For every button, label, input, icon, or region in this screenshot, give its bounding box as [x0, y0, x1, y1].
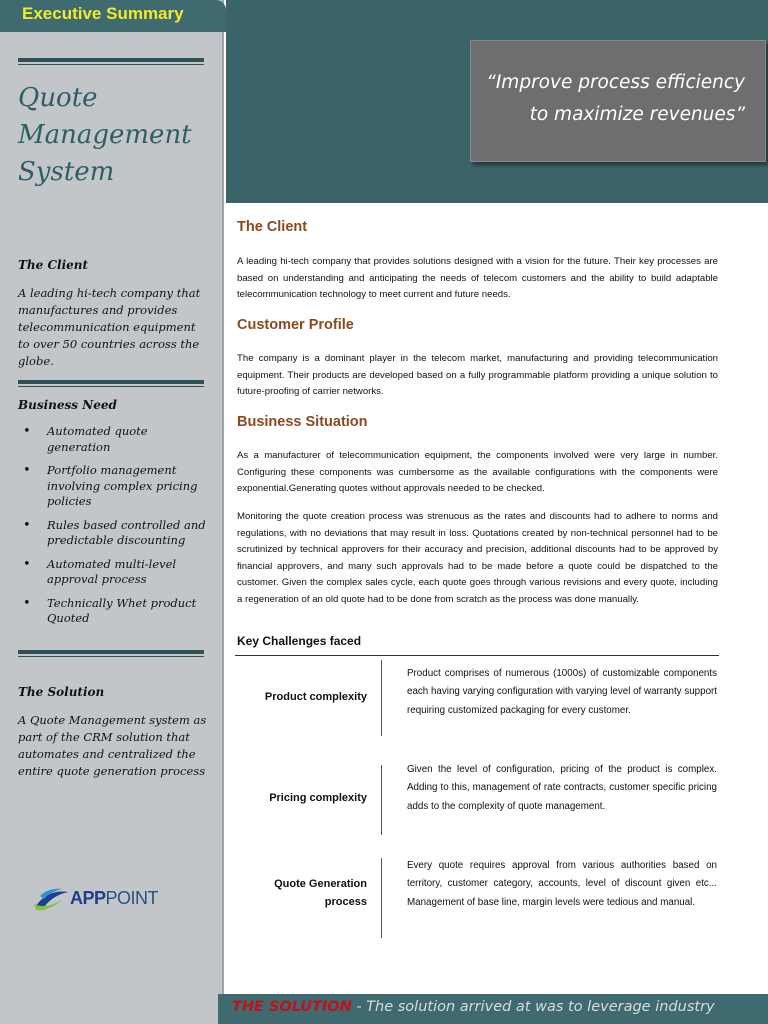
logo-app: APP	[70, 888, 106, 908]
list-item	[20, 596, 210, 627]
challenge-label: Quote Generation process	[274, 878, 367, 908]
logo-wordmark	[70, 888, 158, 909]
list-item	[20, 424, 210, 455]
solution-lead: - The solution arrived at was to leverage industry	[351, 999, 715, 1015]
bullet-icon: •	[23, 424, 31, 439]
business-situation-text: As a manufacturer of telecommunication equipment, the components involved were very large in number. Configuring these components was cumbersome as the available configurations with the components were exponential.Generating quotes without approvals needed to be checked.	[237, 450, 718, 494]
need-text: Technically Whet product Quoted	[47, 595, 197, 625]
bullet-icon: •	[23, 595, 31, 611]
customer-profile-heading: Customer Profile	[237, 317, 354, 333]
sidebar-client-heading: The Client	[18, 258, 89, 272]
challenge-label: Pricing complexity	[269, 792, 367, 804]
need-text: Automated quote generation	[47, 424, 148, 454]
challenge-description: Given the level of configuration, pricing of the product is complex. Adding to this, management of rate contracts, customer specific pricing adds to the complexity of quote management.	[407, 764, 717, 812]
bullet-icon: •	[23, 556, 31, 572]
divider	[18, 380, 204, 384]
tagline-line: to maximize revenues”	[529, 104, 745, 125]
list-item	[20, 557, 210, 588]
divider	[18, 650, 204, 654]
sidebar-client-text: A leading hi-tech company that manufactures and provides telecommunication equipment to over 50 countries across the globe.	[18, 286, 201, 368]
need-text: Automated multi-level approval process	[47, 556, 177, 586]
client-text: A leading hi-tech company that provides solutions designed with a vision for the future. Their key processes are based on understanding and anticipating the needs of telecom customers and the ability to build adaptable telecommunication technology to meet current and future needs.	[237, 256, 718, 300]
customer-profile-text: The company is a dominant player in the telecom market, manufacturing and providing telecommunication equipment. Their products are developed based on a fully programmable platform providing a unique solution to future-proofing of carrier networks.	[237, 353, 718, 397]
executive-summary-tab	[0, 0, 226, 32]
need-text: Portfolio management involving complex pricing policies	[47, 463, 198, 508]
apppoint-logo	[34, 884, 164, 916]
solution-banner-text	[232, 999, 768, 1015]
page-title	[18, 80, 218, 191]
sidebar-solution-heading: The Solution	[18, 685, 105, 699]
challenge-label: Product complexity	[264, 691, 367, 703]
tab-label: Executive Summary	[22, 4, 184, 23]
logo-point: POINT	[105, 888, 159, 908]
solution-highlight: THE SOLUTION	[232, 999, 352, 1015]
client-heading: The Client	[237, 219, 308, 235]
title-line: Management	[18, 120, 192, 150]
list-item	[20, 518, 210, 549]
tagline	[475, 67, 745, 131]
divider	[381, 765, 382, 835]
bullet-icon: •	[23, 463, 31, 478]
business-need-list	[20, 424, 210, 635]
divider	[381, 660, 382, 736]
title-line: Quote	[18, 83, 98, 113]
apppoint-swoosh-icon	[34, 884, 70, 914]
divider	[235, 655, 719, 656]
tagline-box	[470, 40, 766, 162]
divider	[18, 58, 204, 62]
challenge-description: Every quote requires approval from various authorities based on territory, customer category, accounts, level of discount given etc... Management of base line, margin levels were tedious and manual.	[407, 860, 717, 908]
solution-banner	[218, 994, 768, 1024]
tagline-line: “Improve process efficiency	[486, 72, 745, 93]
divider	[381, 858, 382, 938]
challenge-description: Product comprises of numerous (1000s) of customizable components each having varying configuration with varying level of warranty support requiring customized packaging for every customer.	[407, 668, 717, 716]
business-situation-heading: Business Situation	[237, 414, 368, 430]
sidebar-need-heading: Business Need	[18, 398, 117, 412]
title-line: System	[18, 157, 115, 187]
key-challenges-heading: Key Challenges faced	[237, 634, 362, 648]
bullet-icon: •	[23, 517, 31, 533]
list-item	[20, 463, 210, 510]
sidebar-solution-text: A Quote Management system as part of the CRM solution that automates and centralized the entire quote generation process	[18, 713, 207, 778]
need-text: Rules based controlled and predictable discounting	[47, 517, 206, 547]
business-situation-text: Monitoring the quote creation process was strenuous as the rates and discounts had to adhere to norms and regulations, with no deviations that may result in loss. Quotations created by non-technical personnel had to be scrutinized by technical approvers for their accuracy and precision, additional discounts had to be approved by financial approvers, and many such approvals had to be made before a quote could be dispatched to the customer. Given the complex sales cycle, each quote goes through various revisions and every quote, including a regeneration of an old quote had to be done from scratch as the process was done manually.	[237, 511, 718, 605]
